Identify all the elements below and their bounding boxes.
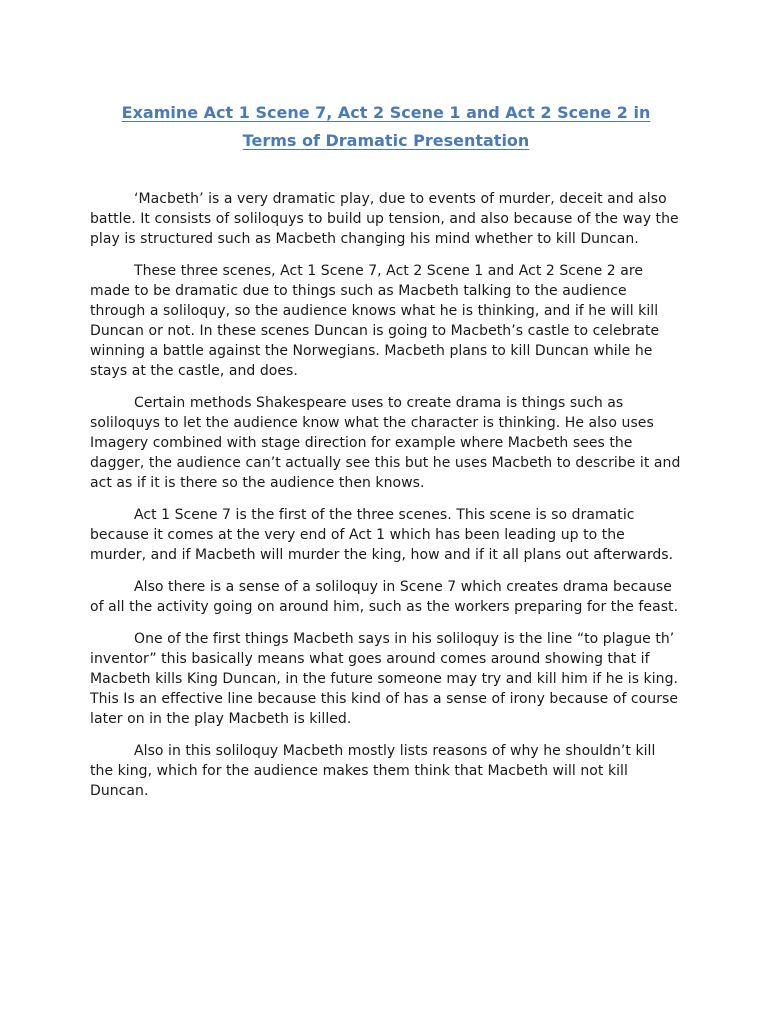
paragraph-4: Act 1 Scene 7 is the first of the three scenes. This scene is so dramatic because it comes at the very end of Act 1 which has been leading up to the murder, and if Macbeth will murder the king, how and if it all plans out afterwards.: [90, 507, 674, 563]
paragraph-3: Certain methods Shakespeare uses to create drama is things such as soliloquys to let the audience know what the character is thinking. He also uses Imagery combined with stage direction for example where Macbeth sees the dagger, the audience can’t actually see this but he uses Macbeth to describe it and act as if it is there so the audience then knows.: [90, 395, 681, 491]
paragraph-6: One of the first things Macbeth says in his soliloquy is the line “to plague th’ inventor” this basically means what goes around comes around showing that if Macbeth kills King Duncan, in the future someone may try and kill him if he is king. This Is an effective line because this kind of has a sense of irony because of course later on in the play Macbeth is killed.: [90, 631, 679, 727]
document-title-line-2: Terms of Dramatic Presentation: [242, 131, 530, 150]
paragraph-2: These three scenes, Act 1 Scene 7, Act 2 Scene 1 and Act 2 Scene 2 are made to be dramatic due to things such as Macbeth talking to the audience through a soliloquy, so the audience knows what he is thinking, and if he will kill Duncan or not. In these scenes Duncan is going to Macbeth’s castle to celebrate winning a battle against the Norwegians. Macbeth plans to kill Duncan while he stays at the castle, and does.: [90, 263, 660, 379]
paragraph-5: Also there is a sense of a soliloquy in Scene 7 which creates drama because of all the activity going on around him, such as the workers preparing for the feast.: [90, 579, 679, 615]
paragraph-7: Also in this soliloquy Macbeth mostly lists reasons of why he shouldn’t kill the king, which for the audience makes them think that Macbeth will not kill Duncan.: [90, 743, 656, 799]
paragraph-1: ‘Macbeth’ is a very dramatic play, due to events of murder, deceit and also battle. It consists of soliloquys to build up tension, and also because of the way the play is structured such as Macbeth changing his mind whether to kill Duncan.: [90, 191, 679, 247]
document-title-line-1: Examine Act 1 Scene 7, Act 2 Scene 1 and Act 2 Scene 2 in: [121, 103, 651, 122]
document-title: [90, 99, 682, 155]
